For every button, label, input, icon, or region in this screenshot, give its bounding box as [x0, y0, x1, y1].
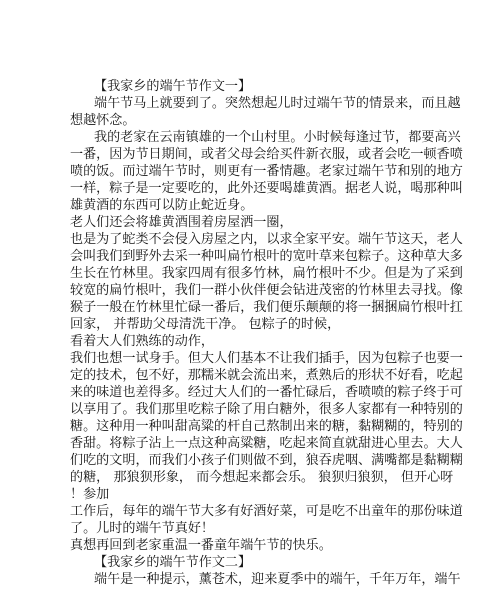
essay-one-title: 【我家乡的端午节作文一】 [94, 79, 252, 94]
paragraph-line: 我们也想一试身手。但大人们基本不让我们插手，因为包粽子也要一 [70, 351, 463, 366]
essay-two-title: 【我家乡的端午节作文二】 [94, 555, 252, 570]
paragraph-line: 来的味道也差得多。经过大人们的一番忙碌后，香喷喷的粽子终于可 [70, 385, 463, 400]
paragraph-line: 端午节马上就要到了。突然想起儿时过端午节的情景来，而且越 [94, 96, 461, 111]
paragraph-line: 也是为了蛇类不会侵入房屋之内，以求全家平安。端午节这天，老人 [70, 232, 463, 247]
paragraph-line: 较宽的扁竹根叶，我们一群小伙伴便会钻进茂密的竹林里去寻找。像 [70, 283, 463, 298]
paragraph-line: 喷的饭。而过端午节时，则更有一番情趣。老家过端午节和别的地方 [70, 164, 463, 179]
paragraph-line: 我的老家在云南镇雄的一个山村里。小时候每逢过节，都要高兴 [94, 130, 461, 145]
paragraph-line: 的糖， 那狼狈形象， 而今想起来都会乐。 狼狈归狼狈， 但开心呀 [70, 470, 454, 485]
paragraph-line: 生长在竹林里。我家四周有很多竹林，扁竹根叶不少。但是为了采到 [70, 266, 463, 281]
paragraph-line: ！参加 [70, 487, 110, 502]
paragraph-line: 一样，粽子是一定要吃的，此外还要喝雄黄酒。据老人说，喝那种叫 [70, 181, 463, 196]
paragraph-line: 回家， 并帮助父母清洗干净。 包粽子的时候， [70, 317, 341, 332]
paragraph-line: 了。儿时的端午节真好！ [70, 521, 215, 536]
paragraph-line: 看着大人们熟练的动作， [70, 334, 215, 349]
paragraph-line: 们吃的文明，而我们小孩子们则做不到，狼吞虎咽、满嘴都是黏糊糊 [70, 453, 463, 468]
paragraph-line: 想越怀念。 [70, 113, 136, 128]
paragraph-line: 会叫我们到野外去采一种叫扁竹根叶的宽叶草来包粽子。这种草大多 [70, 249, 463, 264]
paragraph-line: 定的技术，包不好，那糯米就会流出来，煮熟后的形状不好看，吃起 [70, 368, 463, 383]
paragraph-line: 老人们还会将雄黄酒围着房屋洒一圈， [70, 215, 293, 230]
paragraph-line: 雄黄酒的东西可以防止蛇近身。 [70, 198, 254, 213]
paragraph-line: 糖。这种用一种叫甜高粱的杆自己熬制出来的糖，黏糊糊的，特别的 [70, 419, 463, 434]
paragraph-line: 工作后，每年的端午节大多有好酒好菜，可是吃不出童年的那份味道 [70, 504, 463, 519]
paragraph-line: 以享用了。我们那里吃粽子除了用白糖外，很多人家都有一种特别的 [70, 402, 463, 417]
paragraph-line: 猴子一般在竹林里忙碌一番后，我们便乐颠颠的将一捆捆扁竹根叶扛 [70, 300, 463, 315]
paragraph-line: 香甜。将粽子沾上一点这种高粱糖，吃起来简直就甜进心里去。大人 [70, 436, 463, 451]
paragraph-line: 一番，因为节日期间，或者父母会给买件新衣服，或者会吃一顿香喷 [70, 147, 463, 162]
paragraph-line: 真想再回到老家重温一番童年端午节的快乐。 [70, 538, 332, 553]
paragraph-line: 端午是一种提示，薰苍术，迎来夏季中的端午，千年万年，端午 [94, 572, 461, 587]
